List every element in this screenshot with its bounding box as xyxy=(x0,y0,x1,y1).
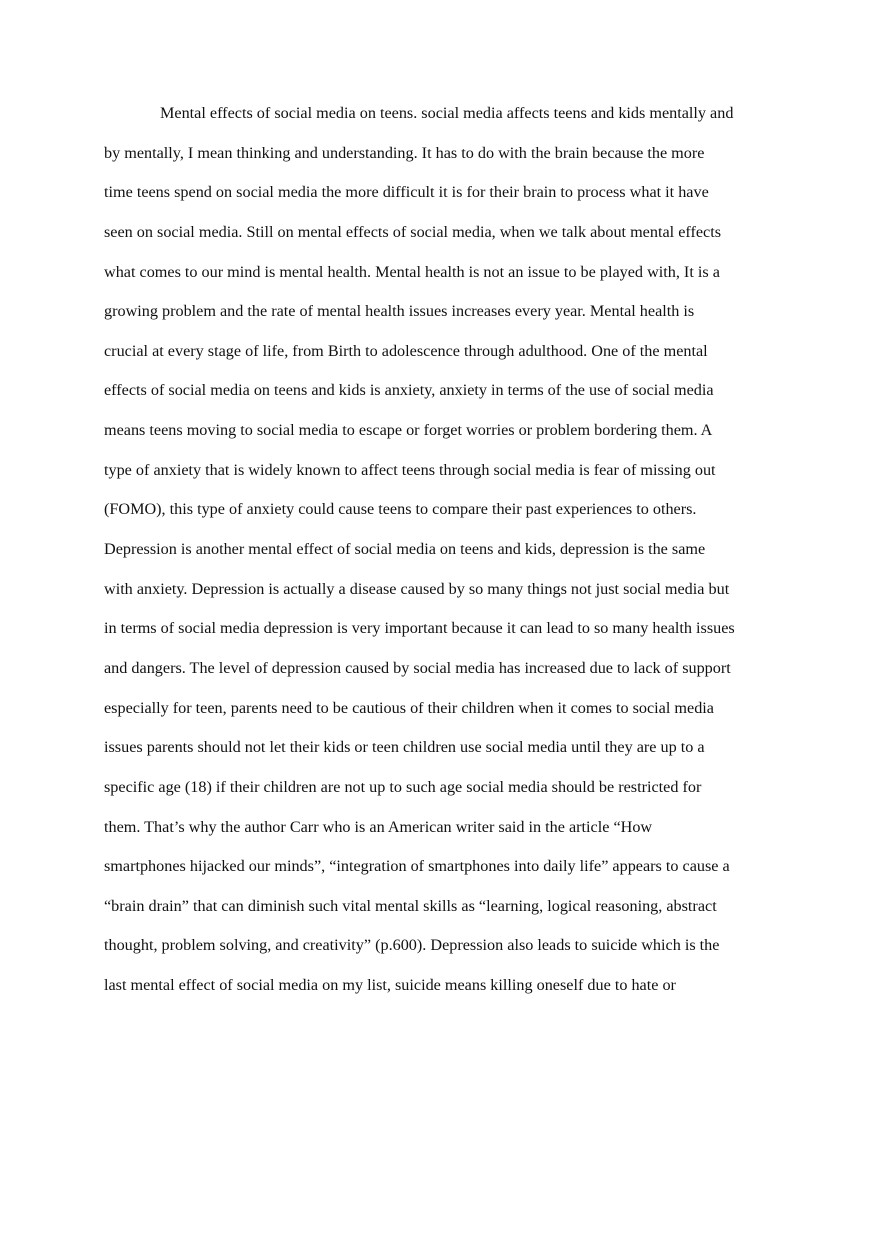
paragraph-line: specific age (18) if their children are not up to such age social media should be restricted for xyxy=(104,777,702,796)
paragraph-line: them. That’s why the author Carr who is an American writer said in the article “How xyxy=(104,817,653,836)
paragraph-line: Mental effects of social media on teens. social media affects teens and kids mentally and xyxy=(160,104,734,122)
paragraph-line: and dangers. The level of depression caused by social media has increased due to lack of support xyxy=(104,658,731,677)
paragraph-line: seen on social media. Still on mental effects of social media, when we talk about mental effects xyxy=(104,222,722,241)
paragraph-line: crucial at every stage of life, from Birth to adolescence through adulthood. One of the mental xyxy=(104,341,708,360)
paragraph-line: effects of social media on teens and kids is anxiety, anxiety in terms of the use of social media xyxy=(104,381,714,400)
paragraph-line: type of anxiety that is widely known to affect teens through social media is fear of missing out xyxy=(104,460,716,479)
paragraph-line: what comes to our mind is mental health. Mental health is not an issue to be played with, It is a xyxy=(104,262,720,281)
paragraph-line: means teens moving to social media to escape or forget worries or problem bordering them. A xyxy=(104,421,713,440)
paragraph-line: last mental effect of social media on my list, suicide means killing oneself due to hate or xyxy=(104,976,676,995)
paragraph-line: with anxiety. Depression is actually a disease caused by so many things not just social media but xyxy=(104,579,730,598)
paragraph-line: smartphones hijacked our minds”, “integration of smartphones into daily life” appears to cause a xyxy=(104,857,730,876)
paragraph-line: time teens spend on social media the more difficult it is for their brain to process what it have xyxy=(104,183,709,202)
paragraph-line: thought, problem solving, and creativity” (p.600). Depression also leads to suicide which is the xyxy=(104,936,720,955)
paragraph-line: (FOMO), this type of anxiety could cause teens to compare their past experiences to others. xyxy=(104,500,697,519)
paragraph-line: by mentally, I mean thinking and understanding. It has to do with the brain because the more xyxy=(104,143,705,162)
paragraph-line: Depression is another mental effect of social media on teens and kids, depression is the same xyxy=(104,540,706,559)
paragraph-line: especially for teen, parents need to be cautious of their children when it comes to social media xyxy=(104,698,714,717)
paragraph-line: issues parents should not let their kids or teen children use social media until they are up to a xyxy=(104,738,705,757)
essay-paragraph xyxy=(104,97,804,1009)
paragraph-line: in terms of social media depression is very important because it can lead to so many health issues xyxy=(104,619,735,638)
paragraph-line: growing problem and the rate of mental health issues increases every year. Mental health is xyxy=(104,302,695,321)
paragraph-line: “brain drain” that can diminish such vital mental skills as “learning, logical reasoning, abstract xyxy=(104,896,717,915)
